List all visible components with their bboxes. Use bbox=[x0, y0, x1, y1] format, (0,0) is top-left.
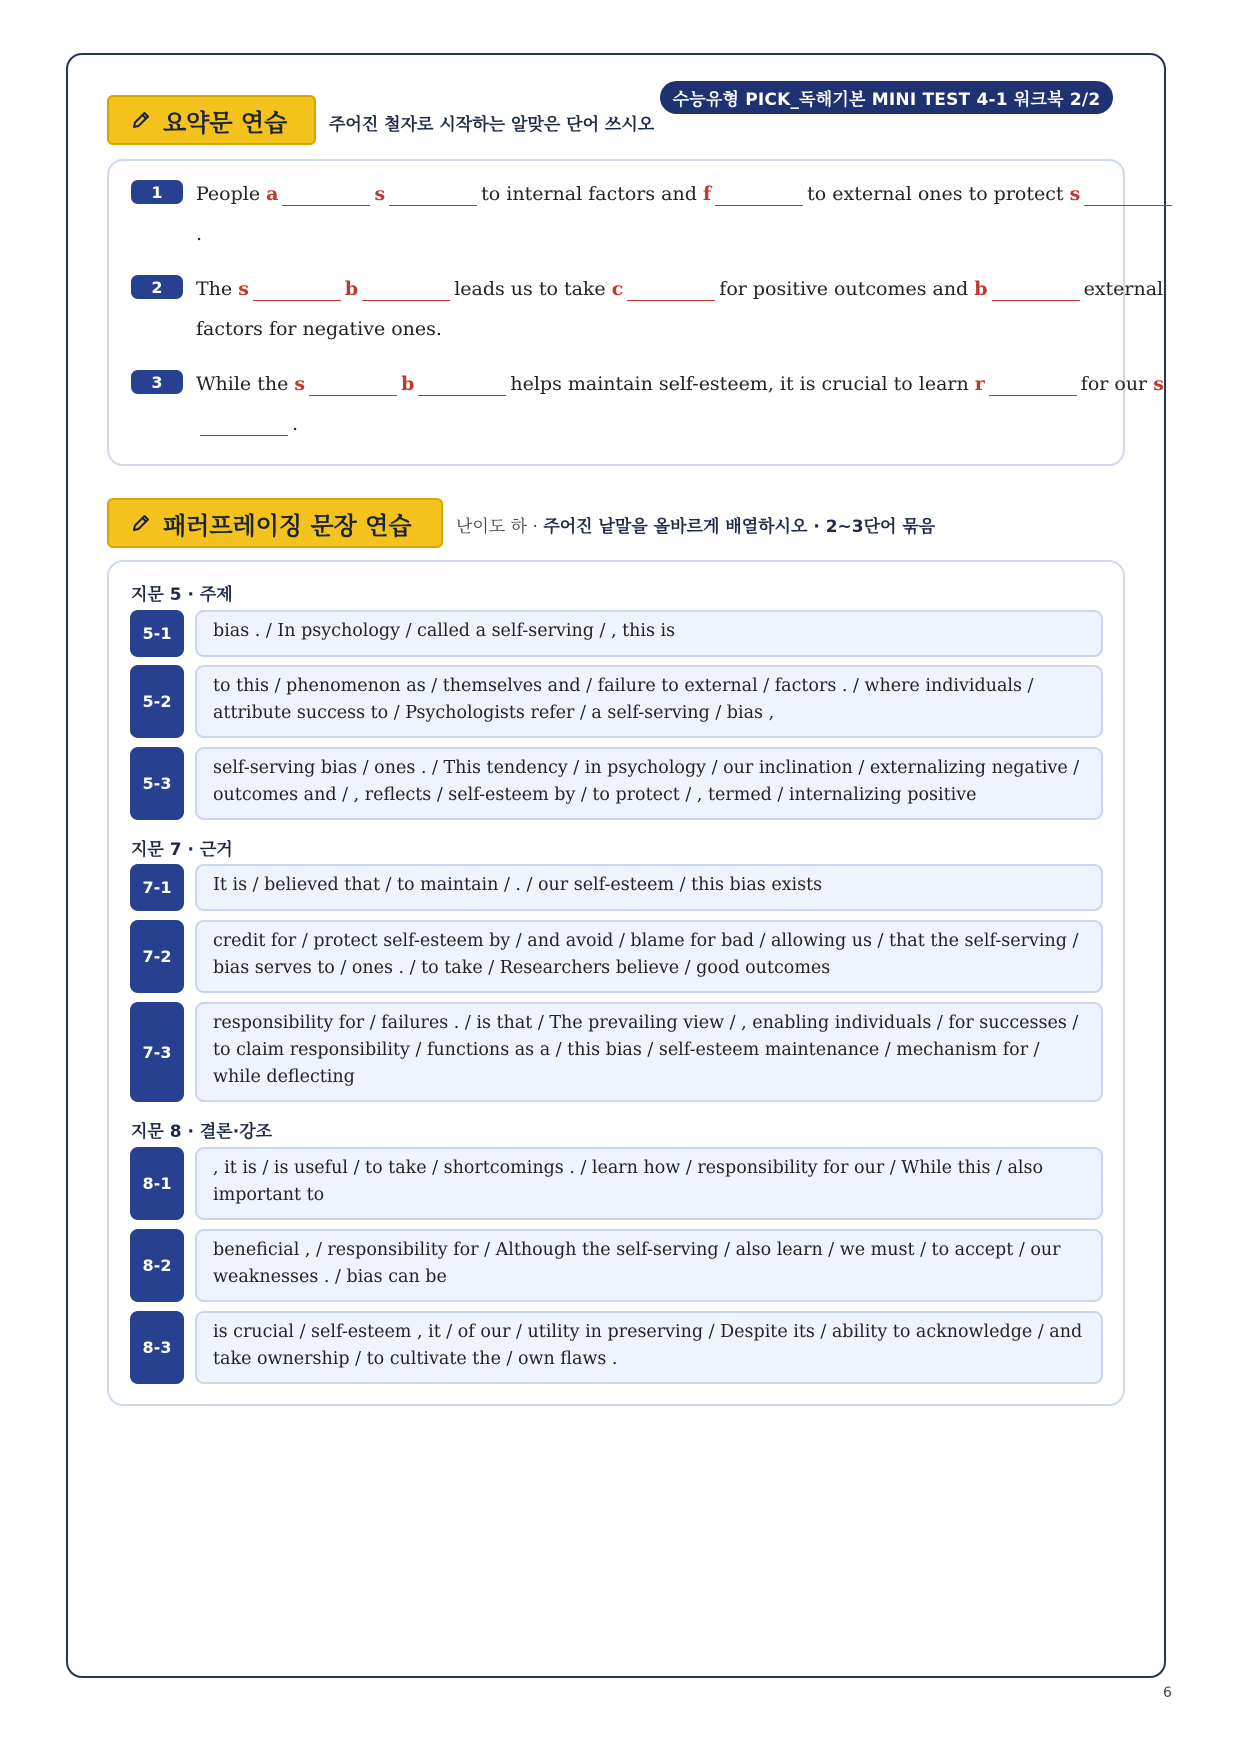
item-number: 7-1 bbox=[130, 864, 184, 911]
summary-question-1-line2 bbox=[196, 223, 1100, 245]
answer-blank[interactable] bbox=[253, 280, 341, 301]
initial-letter: r bbox=[974, 373, 985, 395]
scramble-item: responsibility for / failures . / is that / The prevailing view / , enabling individuals / for successes / to claim responsibility / functions as a / this bias / self-esteem maintenance / mechanism for / while deflecting bbox=[195, 1002, 1103, 1102]
summary-question-number: 3 bbox=[131, 370, 183, 394]
item-number: 5-3 bbox=[130, 747, 184, 820]
summary-question-2-line2 bbox=[196, 318, 1100, 340]
scramble-item: bias . / In psychology / called a self-serving / , this is bbox=[195, 610, 1103, 657]
initial-letter: s bbox=[374, 183, 386, 205]
passage-group-label: 지문 7 · 근거 bbox=[131, 840, 233, 860]
sentence-text: for our bbox=[1080, 373, 1154, 395]
sentence-text: external bbox=[1083, 278, 1164, 300]
item-number: 5-1 bbox=[130, 610, 184, 657]
item-number: 7-2 bbox=[130, 920, 184, 993]
scramble-item: It is / believed that / to maintain / . / our self-esteem / this bias exists bbox=[195, 864, 1103, 911]
answer-blank[interactable] bbox=[282, 185, 370, 206]
paraphrase-instruction-text: 주어진 낱말을 올바르게 배열하시오 · 2~3단어 묶음 bbox=[543, 517, 936, 537]
initial-letter: b bbox=[974, 278, 988, 300]
paraphrase-section-title: 패러프레이징 문장 연습 bbox=[163, 511, 412, 540]
answer-blank[interactable] bbox=[200, 415, 288, 436]
scramble-item: is crucial / self-esteem , it / of our / utility in preserving / Despite its / ability to acknowledge / and take ownership / to cultivate the / own flaws . bbox=[195, 1311, 1103, 1384]
summary-question-number: 2 bbox=[131, 275, 183, 299]
answer-blank[interactable] bbox=[362, 280, 450, 301]
initial-letter: a bbox=[266, 183, 279, 205]
answer-blank[interactable] bbox=[715, 185, 803, 206]
item-number: 8-2 bbox=[130, 1229, 184, 1302]
summary-question-number: 1 bbox=[131, 180, 183, 204]
scramble-item: self-serving bias / ones . / This tendency / in psychology / our inclination / externalizing negative / outcomes and / , reflects / self-esteem by / to protect / , termed / internalizing positive bbox=[195, 747, 1103, 820]
workbook-header-pill: 수능유형 PICK_독해기본 MINI TEST 4-1 워크북 2/2 bbox=[660, 81, 1113, 114]
sentence-text: While the bbox=[196, 373, 295, 395]
paraphrase-instruction bbox=[456, 512, 935, 537]
pencil-icon bbox=[131, 110, 151, 130]
summary-section-tab bbox=[107, 95, 316, 145]
initial-letter: b bbox=[401, 373, 415, 395]
scramble-item: to this / phenomenon as / themselves and / failure to external / factors . / where individuals / attribute success to / Psychologists refer / a self-serving / bias , bbox=[195, 665, 1103, 738]
passage-group-label: 지문 8 · 결론·강조 bbox=[131, 1122, 273, 1142]
sentence-text: . bbox=[292, 413, 299, 435]
initial-letter: s bbox=[1153, 373, 1164, 395]
answer-blank[interactable] bbox=[418, 375, 506, 396]
sentence-text: . bbox=[196, 223, 203, 245]
pencil-icon bbox=[131, 513, 151, 533]
initial-letter: s bbox=[294, 373, 306, 395]
summary-question-3-line2 bbox=[196, 413, 1100, 436]
sentence-text: helps maintain self-esteem, it is crucial to learn bbox=[510, 373, 975, 395]
initial-letter: f bbox=[702, 183, 712, 205]
item-number: 7-3 bbox=[130, 1002, 184, 1102]
summary-question-3-line1 bbox=[196, 373, 1164, 396]
initial-letter: b bbox=[344, 278, 359, 300]
summary-question-2-line1 bbox=[196, 278, 1164, 301]
answer-blank[interactable] bbox=[989, 375, 1077, 396]
passage-group-label: 지문 5 · 주제 bbox=[131, 585, 233, 605]
item-number: 8-3 bbox=[130, 1311, 184, 1384]
sentence-text: to external ones to protect bbox=[807, 183, 1070, 205]
sentence-text: People bbox=[196, 183, 267, 205]
summary-instruction: 주어진 철자로 시작하는 알맞은 단어 쓰시오 bbox=[329, 115, 655, 135]
item-number: 8-1 bbox=[130, 1147, 184, 1220]
summary-question-1-line1 bbox=[196, 183, 1100, 206]
sentence-text: to internal factors and bbox=[481, 183, 703, 205]
answer-blank[interactable] bbox=[389, 185, 477, 206]
sentence-text: leads us to take bbox=[454, 278, 612, 300]
scramble-item: , it is / is useful / to take / shortcomings . / learn how / responsibility for our / While this / also important to bbox=[195, 1147, 1103, 1220]
summary-section-title: 요약문 연습 bbox=[163, 108, 288, 137]
sentence-text: for positive outcomes and bbox=[719, 278, 975, 300]
page-number: 6 bbox=[1163, 1685, 1172, 1701]
paraphrase-section-tab bbox=[107, 498, 443, 548]
initial-letter: c bbox=[611, 278, 624, 300]
item-number: 5-2 bbox=[130, 665, 184, 738]
scramble-item: beneficial , / responsibility for / Although the self-serving / also learn / we must / to accept / our weaknesses . / bias can be bbox=[195, 1229, 1103, 1302]
answer-blank[interactable] bbox=[627, 280, 715, 301]
sentence-text: factors for negative ones. bbox=[196, 318, 442, 340]
answer-blank[interactable] bbox=[992, 280, 1080, 301]
sentence-text: The bbox=[196, 278, 239, 300]
answer-blank[interactable] bbox=[309, 375, 397, 396]
difficulty-label: 난이도 하 · bbox=[456, 517, 544, 537]
answer-blank[interactable] bbox=[1084, 185, 1172, 206]
scramble-item: credit for / protect self-esteem by / and avoid / blame for bad / allowing us / that the self-serving / bias serves to / ones . / to take / Researchers believe / good outcomes bbox=[195, 920, 1103, 993]
initial-letter: s bbox=[238, 278, 249, 300]
initial-letter: s bbox=[1069, 183, 1081, 205]
